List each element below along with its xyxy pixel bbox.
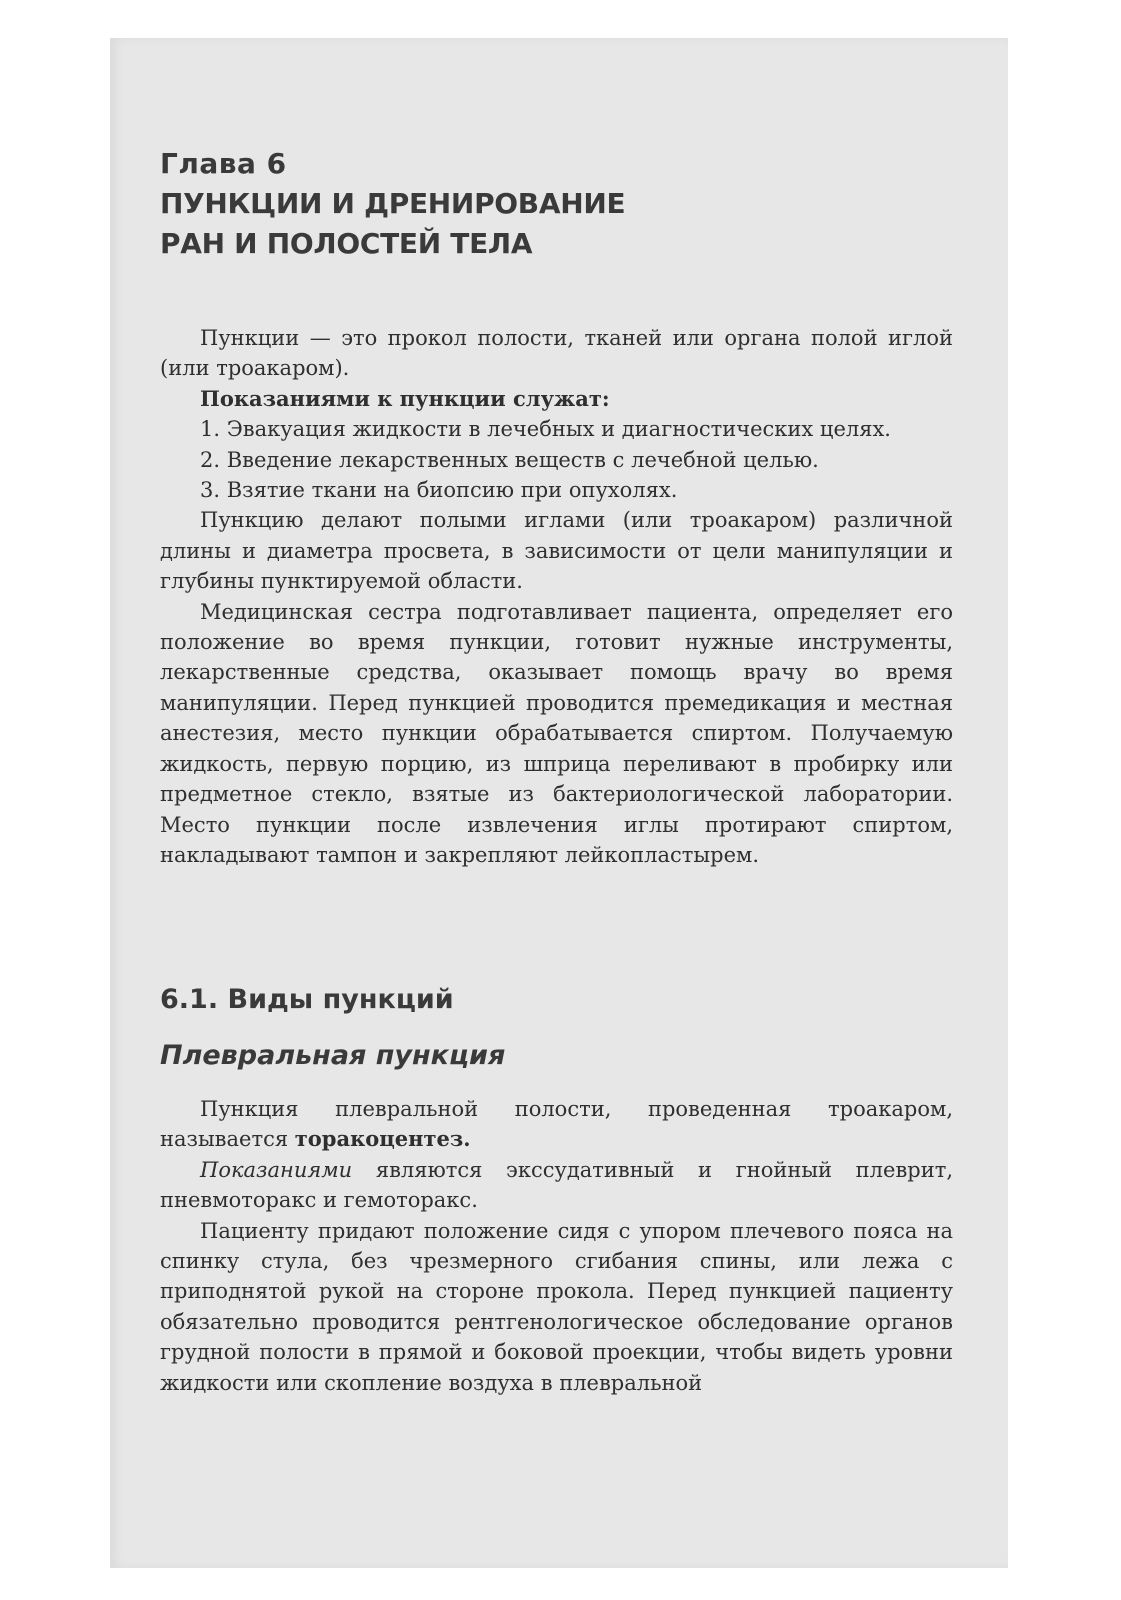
list-item <box>160 445 953 475</box>
list-item-text: Эвакуация жидкости в лечебных и диагностических целях. <box>226 417 891 442</box>
list-item-number: 2. <box>200 447 221 472</box>
chapter-label: Глава 6 <box>160 147 287 180</box>
positioning-paragraph: Пациенту придают положение сидя с упором плечевого пояса на спинку стула, без чрезмерного сгибания спины, или лежа с приподнятой рукой на стороне прокола. Перед пункцией пациенту обязательно проводится рентгенологическое обследование органов грудной полости в прямой и боковой проекции, чтобы видеть уровни жидкости или скопление воздуха в плевральной <box>160 1218 953 1395</box>
list-item-number: 3. <box>200 478 221 503</box>
list-item <box>160 475 953 505</box>
chapter-title-line-2: РАН И ПОЛОСТЕЙ ТЕЛА <box>160 227 533 260</box>
section-body <box>160 1094 953 1398</box>
indications-list <box>160 414 953 505</box>
subsection-title: Плевральная пункция <box>160 1040 506 1071</box>
list-item-text: Введение лекарственных веществ с лечебной целью. <box>226 447 819 472</box>
section-title: 6.1. Виды пункций <box>160 984 454 1015</box>
needles-paragraph: Пункцию делают полыми иглами (или троакаром) различной длины и диаметра просвета, в зависимости от цели манипуляции и глубины пунктируемой области. <box>160 508 953 594</box>
chapter-title-line-1: ПУНКЦИИ И ДРЕНИРОВАНИЕ <box>160 187 626 220</box>
list-item-number: 1. <box>200 417 221 442</box>
nurse-role-paragraph: Медицинская сестра подготавливает пациента, определяет его положение во время пункции, готовит нужные инструменты, лекарственные средства, оказывает помощь врачу во время манипуляции. Перед пункцией проводится премедикация и местная анестезия, место пункции обрабатывается спиртом. Получаемую жидкость, первую порцию, из шприца переливают в пробирку или предметное стекло, взятые из бактериологической лаборатории. Место пункции после извлечения иглы протирают спиртом, накладывают тампон и закрепляют лейкопластырем. <box>160 599 953 867</box>
thoracentesis-text: Пункция плевральной полости, проведенная троакаром, называется <box>160 1097 953 1152</box>
indications-paragraph <box>160 1155 953 1216</box>
indications-lead: Показаниями <box>200 1157 353 1182</box>
definition-paragraph: Пункции — это прокол полости, тканей или органа полой иглой (или троакаром). <box>160 326 953 381</box>
intro-body <box>160 323 953 870</box>
term-thoracentesis: торакоцентез. <box>294 1126 471 1152</box>
indications-heading: Показаниями к пункции служат: <box>200 385 610 411</box>
thoracentesis-paragraph <box>160 1094 953 1155</box>
indications-text: являются экссудативный и гнойный плеврит, пневмоторакс и гемоторакс. <box>160 1157 953 1213</box>
chapter-title <box>160 184 625 264</box>
list-item <box>160 414 953 444</box>
list-item-text: Взятие ткани на биопсию при опухолях. <box>226 478 678 503</box>
